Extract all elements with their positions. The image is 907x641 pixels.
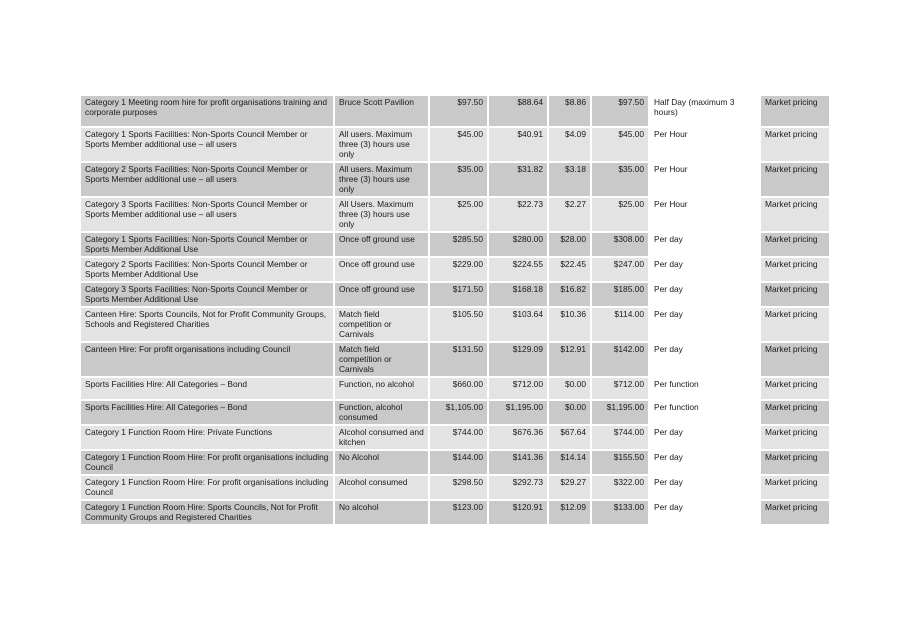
- fee-conditions-cell: Bruce Scott Pavilion: [334, 96, 429, 127]
- fees-table-body: [81, 96, 830, 525]
- fee-excl-gst-cell: $31.82: [488, 162, 548, 197]
- fee-description-cell: Canteen Hire: For profit organisations including Council: [81, 342, 334, 377]
- gst-cell: $4.09: [548, 127, 591, 162]
- fee-excl-gst-cell: $676.36: [488, 425, 548, 450]
- fee-unit-cell: Per day: [649, 450, 760, 475]
- fee-excl-gst-cell: $40.91: [488, 127, 548, 162]
- fee-incl-gst-cell: $712.00: [591, 377, 649, 400]
- fee-unit-cell: Per day: [649, 425, 760, 450]
- fee-conditions-cell: Match field competition or Carnivals: [334, 307, 429, 342]
- fee-description-cell: Category 1 Function Room Hire: For profit organisations including Council: [81, 475, 334, 500]
- table-row: [81, 400, 830, 425]
- table-row: [81, 257, 830, 282]
- table-row: [81, 307, 830, 342]
- table-row: [81, 282, 830, 307]
- fee-excl-gst-cell: $224.55: [488, 257, 548, 282]
- gst-cell: $22.45: [548, 257, 591, 282]
- pricing-basis-cell: Market pricing: [760, 162, 830, 197]
- table-row: [81, 377, 830, 400]
- fee-description-cell: Category 3 Sports Facilities: Non-Sports Council Member or Sports Member Additional Use: [81, 282, 334, 307]
- fee-incl-gst-cell: $45.00: [591, 127, 649, 162]
- fee-description-cell: Category 1 Function Room Hire: For profit organisations including Council: [81, 450, 334, 475]
- fee-description-cell: Sports Facilities Hire: All Categories – Bond: [81, 400, 334, 425]
- pricing-basis-cell: Market pricing: [760, 257, 830, 282]
- fee-excl-gst-cell: $22.73: [488, 197, 548, 232]
- fee-excl-gst-cell: $712.00: [488, 377, 548, 400]
- fee-incl-gst-cell: $97.50: [591, 96, 649, 127]
- table-row: [81, 162, 830, 197]
- fee-2022-cell: $171.50: [429, 282, 488, 307]
- fee-conditions-cell: Match field competition or Carnivals: [334, 342, 429, 377]
- fee-incl-gst-cell: $1,195.00: [591, 400, 649, 425]
- fee-description-cell: Canteen Hire: Sports Councils, Not for Profit Community Groups, Schools and Registered Charities: [81, 307, 334, 342]
- fee-unit-cell: Per day: [649, 307, 760, 342]
- gst-cell: $8.86: [548, 96, 591, 127]
- fee-conditions-cell: All users. Maximum three (3) hours use only: [334, 127, 429, 162]
- fee-excl-gst-cell: $120.91: [488, 500, 548, 525]
- pricing-basis-cell: Market pricing: [760, 307, 830, 342]
- gst-cell: $2.27: [548, 197, 591, 232]
- table-row: [81, 232, 830, 257]
- gst-cell: $0.00: [548, 377, 591, 400]
- fee-2022-cell: $105.50: [429, 307, 488, 342]
- fee-conditions-cell: No Alcohol: [334, 450, 429, 475]
- fee-excl-gst-cell: $168.18: [488, 282, 548, 307]
- fee-excl-gst-cell: $280.00: [488, 232, 548, 257]
- gst-cell: $12.91: [548, 342, 591, 377]
- fee-conditions-cell: Function, alcohol consumed: [334, 400, 429, 425]
- fee-conditions-cell: Alcohol consumed: [334, 475, 429, 500]
- fee-conditions-cell: All users. Maximum three (3) hours use only: [334, 162, 429, 197]
- fee-description-cell: Category 1 Sports Facilities: Non-Sports Council Member or Sports Member additional use – all users: [81, 127, 334, 162]
- pricing-basis-cell: Market pricing: [760, 400, 830, 425]
- fee-unit-cell: Per day: [649, 500, 760, 525]
- fee-incl-gst-cell: $744.00: [591, 425, 649, 450]
- fee-excl-gst-cell: $88.64: [488, 96, 548, 127]
- table-row: [81, 342, 830, 377]
- fee-2022-cell: $144.00: [429, 450, 488, 475]
- fee-description-cell: Category 1 Function Room Hire: Sports Councils, Not for Profit Community Groups and Registered Charities: [81, 500, 334, 525]
- fees-table: [81, 96, 831, 526]
- fee-excl-gst-cell: $1,195.00: [488, 400, 548, 425]
- fee-2022-cell: $123.00: [429, 500, 488, 525]
- fee-unit-cell: Per day: [649, 282, 760, 307]
- pricing-basis-cell: Market pricing: [760, 342, 830, 377]
- pricing-basis-cell: Market pricing: [760, 127, 830, 162]
- gst-cell: $16.82: [548, 282, 591, 307]
- fee-incl-gst-cell: $35.00: [591, 162, 649, 197]
- gst-cell: $10.36: [548, 307, 591, 342]
- fee-2022-cell: $660.00: [429, 377, 488, 400]
- fee-unit-cell: Per day: [649, 232, 760, 257]
- gst-cell: $14.14: [548, 450, 591, 475]
- fee-2022-cell: $131.50: [429, 342, 488, 377]
- table-row: [81, 197, 830, 232]
- fee-conditions-cell: Alcohol consumed and kitchen: [334, 425, 429, 450]
- table-row: [81, 96, 830, 127]
- fee-unit-cell: Per day: [649, 257, 760, 282]
- fee-unit-cell: Per function: [649, 400, 760, 425]
- fee-2022-cell: $298.50: [429, 475, 488, 500]
- fee-description-cell: Category 1 Meeting room hire for profit organisations training and corporate purposes: [81, 96, 334, 127]
- fee-conditions-cell: Function, no alcohol: [334, 377, 429, 400]
- pricing-basis-cell: Market pricing: [760, 450, 830, 475]
- table-row: [81, 127, 830, 162]
- fee-incl-gst-cell: $308.00: [591, 232, 649, 257]
- fee-incl-gst-cell: $155.50: [591, 450, 649, 475]
- fee-2022-cell: $229.00: [429, 257, 488, 282]
- fee-unit-cell: Per Hour: [649, 162, 760, 197]
- fees-table-container: [81, 96, 830, 526]
- gst-cell: $12.09: [548, 500, 591, 525]
- fee-incl-gst-cell: $247.00: [591, 257, 649, 282]
- table-row: [81, 450, 830, 475]
- fee-2022-cell: $25.00: [429, 197, 488, 232]
- pricing-basis-cell: Market pricing: [760, 96, 830, 127]
- pricing-basis-cell: Market pricing: [760, 232, 830, 257]
- fee-description-cell: Category 1 Sports Facilities: Non-Sports Council Member or Sports Member Additional Use: [81, 232, 334, 257]
- fee-conditions-cell: All Users. Maximum three (3) hours use only: [334, 197, 429, 232]
- table-row: [81, 475, 830, 500]
- fee-2022-cell: $285.50: [429, 232, 488, 257]
- pricing-basis-cell: Market pricing: [760, 475, 830, 500]
- gst-cell: $67.64: [548, 425, 591, 450]
- fee-excl-gst-cell: $292.73: [488, 475, 548, 500]
- gst-cell: $28.00: [548, 232, 591, 257]
- fee-2022-cell: $1,105.00: [429, 400, 488, 425]
- fee-description-cell: Category 2 Sports Facilities: Non-Sports Council Member or Sports Member Additional Use: [81, 257, 334, 282]
- table-row: [81, 500, 830, 525]
- pricing-basis-cell: Market pricing: [760, 197, 830, 232]
- fee-2022-cell: $97.50: [429, 96, 488, 127]
- fee-unit-cell: Per Hour: [649, 197, 760, 232]
- fee-description-cell: Sports Facilities Hire: All Categories – Bond: [81, 377, 334, 400]
- fee-conditions-cell: Once off ground use: [334, 232, 429, 257]
- fee-description-cell: Category 1 Function Room Hire: Private Functions: [81, 425, 334, 450]
- fee-excl-gst-cell: $141.36: [488, 450, 548, 475]
- fee-conditions-cell: Once off ground use: [334, 282, 429, 307]
- fee-unit-cell: Half Day (maximum 3 hours): [649, 96, 760, 127]
- fee-conditions-cell: No alcohol: [334, 500, 429, 525]
- fee-incl-gst-cell: $25.00: [591, 197, 649, 232]
- fee-incl-gst-cell: $114.00: [591, 307, 649, 342]
- fee-incl-gst-cell: $185.00: [591, 282, 649, 307]
- fee-description-cell: Category 3 Sports Facilities: Non-Sports Council Member or Sports Member additional use – all users: [81, 197, 334, 232]
- fee-conditions-cell: Once off ground use: [334, 257, 429, 282]
- fee-2022-cell: $744.00: [429, 425, 488, 450]
- fee-incl-gst-cell: $133.00: [591, 500, 649, 525]
- fee-unit-cell: Per day: [649, 475, 760, 500]
- pricing-basis-cell: Market pricing: [760, 425, 830, 450]
- gst-cell: $3.18: [548, 162, 591, 197]
- fee-2022-cell: $45.00: [429, 127, 488, 162]
- table-row: [81, 425, 830, 450]
- pricing-basis-cell: Market pricing: [760, 282, 830, 307]
- pricing-basis-cell: Market pricing: [760, 500, 830, 525]
- fee-description-cell: Category 2 Sports Facilities: Non-Sports Council Member or Sports Member additional use – all users: [81, 162, 334, 197]
- fee-incl-gst-cell: $322.00: [591, 475, 649, 500]
- fee-unit-cell: Per day: [649, 342, 760, 377]
- fee-unit-cell: Per Hour: [649, 127, 760, 162]
- gst-cell: $0.00: [548, 400, 591, 425]
- pricing-basis-cell: Market pricing: [760, 377, 830, 400]
- fee-excl-gst-cell: $129.09: [488, 342, 548, 377]
- gst-cell: $29.27: [548, 475, 591, 500]
- fee-unit-cell: Per function: [649, 377, 760, 400]
- fee-incl-gst-cell: $142.00: [591, 342, 649, 377]
- fee-excl-gst-cell: $103.64: [488, 307, 548, 342]
- fee-2022-cell: $35.00: [429, 162, 488, 197]
